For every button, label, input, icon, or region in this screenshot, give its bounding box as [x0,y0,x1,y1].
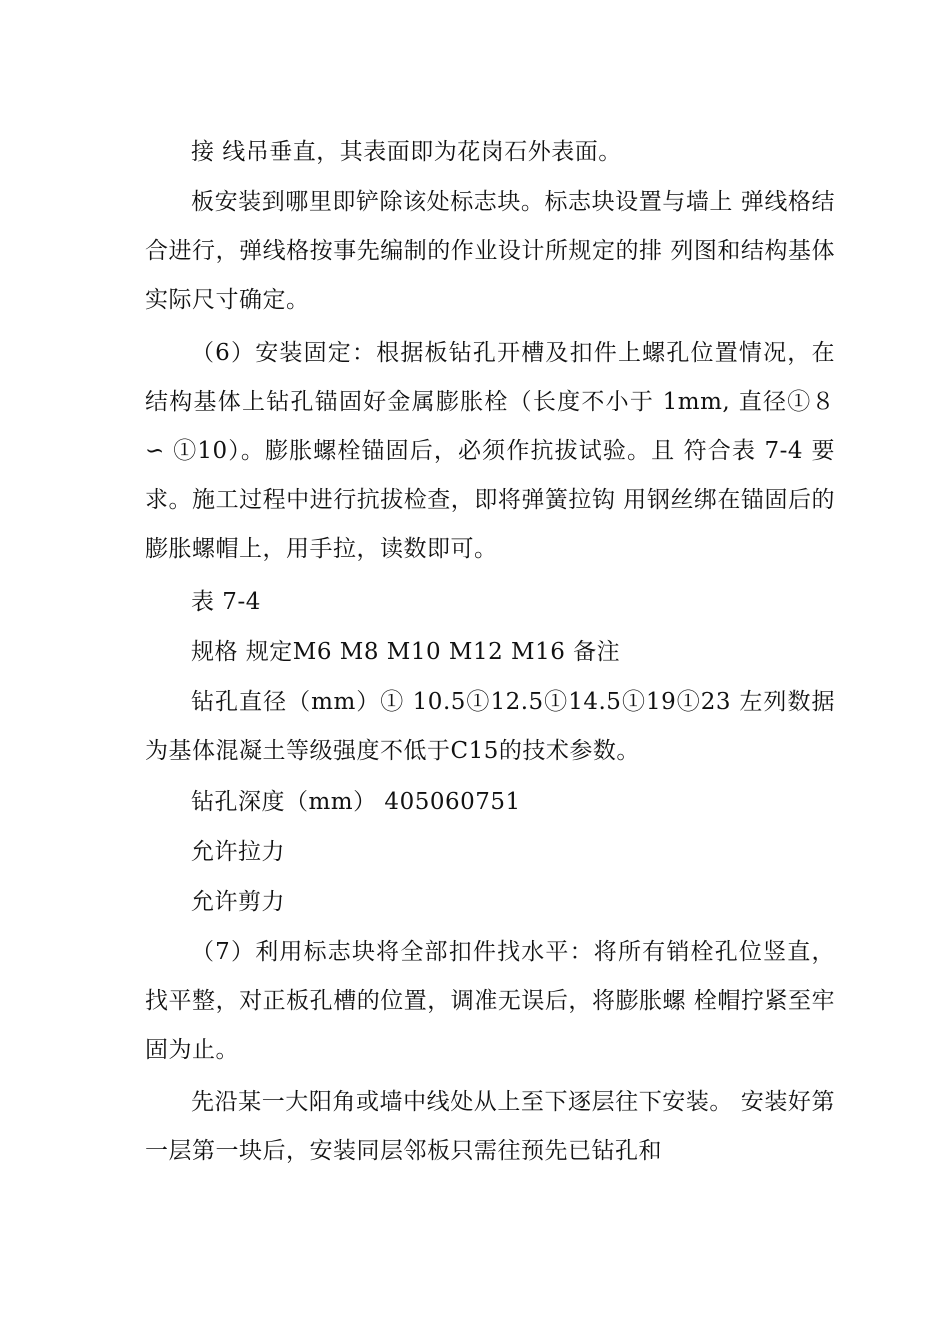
table-caption: 表 7-4 [191,589,261,615]
table-row-drill-depth: 钻孔深度（mm） 405060751 [191,789,521,815]
table-row-spec: 规格 规定M6 M8 M10 M12 M16 备注 [191,639,621,665]
table-row-drill-diameter: 钻孔直径（mm）① 10.5①12.5①14.5①19①23 左列数据为基体混凝土等级强度不低于C15的技术参数。 [145,689,835,764]
paragraph-step-7: （7）利用标志块将全部扣件找水平：将所有销栓孔位竖直，找平整，对正板孔槽的位置，调准无误后，将膨胀螺 栓帽拧紧至牢固为止。 [145,939,835,1063]
table-row-allowed-shear: 允许剪力 [191,889,285,915]
paragraph-3: （6）安装固定：根据板钻孔开槽及扣件上螺孔位置情况，在结构基体上钻孔锚固好金属膨胀栓（长度不小于 1mm, 直径①８∽ ①10）。膨胀螺栓锚固后，必须作抗拔试验。且 符合表 7-4 要求。施工过程中进行抗拔检查，即将弹簧拉钩 用钢丝绑在锚固后的膨胀螺帽上，用手拉，读数即可。 [145,340,835,562]
paragraph-2: 板安装到哪里即铲除该处标志块。标志块设置与墙上 弹线格结合进行，弹线格按事先编制的作业设计所规定的排 列图和结构基体实际尺寸确定。 [145,189,835,313]
paragraph-1: 接 线吊垂直，其表面即为花岗石外表面。 [191,139,622,165]
paragraph-install-order: 先沿某一大阳角或墙中线处从上至下逐层往下安装。 安装好第一层第一块后，安装同层邻板只需往预先已钻孔和 [145,1089,835,1164]
table-row-allowed-tension: 允许拉力 [191,839,285,865]
